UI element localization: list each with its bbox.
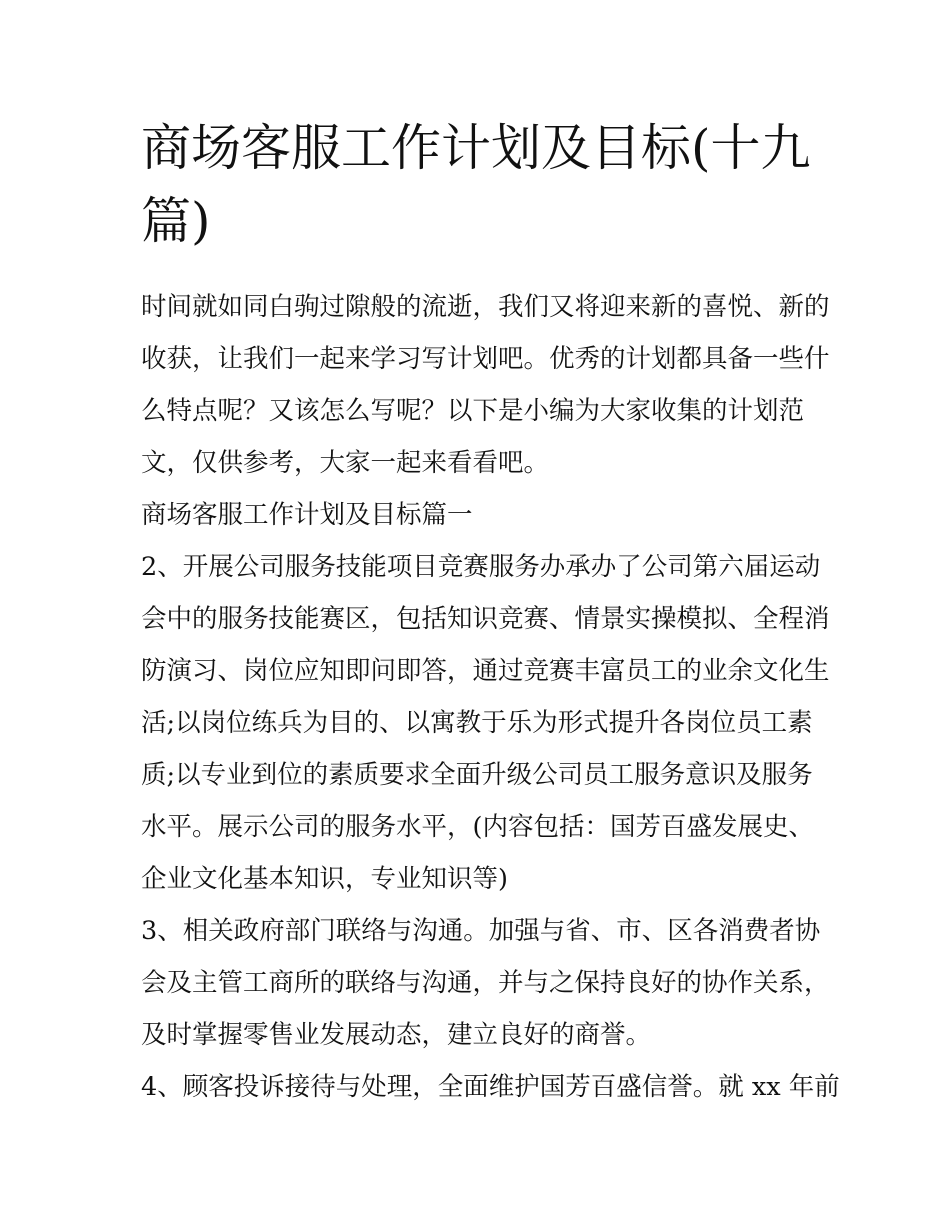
paragraph-2-line-2: 会中的服务技能赛区，包括知识竞赛、情景实操模拟、全程消 (141, 604, 830, 634)
intro-line-4: 文，仅供参考，大家一起来看看吧。 (141, 448, 550, 478)
title-line-2: 篇) (141, 192, 211, 250)
paragraph-3-line-3: 及时掌握零售业发展动态，建立良好的商誉。 (141, 1020, 652, 1050)
paragraph-2-line-5: 质;以专业到位的素质要求全面升级公司员工服务意识及服务 (141, 760, 813, 790)
intro-line-1: 时间就如同白驹过隙般的流逝，我们又将迎来新的喜悦、新的 (141, 292, 830, 322)
paragraph-2-line-7: 企业文化基本知识，专业知识等) (141, 864, 508, 894)
paragraph-2-line-6: 水平。展示公司的服务水平，(内容包括：国芳百盛发展史、 (141, 812, 814, 842)
paragraph-3-line-2: 会及主管工商所的联络与沟通，并与之保持良好的协作关系， (141, 968, 830, 998)
document-content (141, 112, 840, 1113)
paragraph-3-line-1: 3、相关政府部门联络与沟通。加强与省、市、区各消费者协 (141, 916, 821, 946)
paragraph-2-line-3: 防演习、岗位应知即问即答，通过竞赛丰富员工的业余文化生 (141, 656, 830, 686)
paragraph-2-line-4: 活;以岗位练兵为目的、以寓教于乐为形式提升各岗位员工素 (141, 708, 813, 738)
title-line-1: 商场客服工作计划及目标(十九 (141, 119, 811, 177)
section-heading: 商场客服工作计划及目标篇一 (141, 500, 473, 530)
paragraph-4-line-1: 4、顾客投诉接待与处理，全面维护国芳百盛信誉。就 xx 年前 (141, 1072, 840, 1102)
document-body (141, 281, 840, 1113)
paragraph-2-line-1: 2、开展公司服务技能项目竞赛服务办承办了公司第六届运动 (141, 552, 821, 582)
intro-line-2: 收获，让我们一起来学习写计划吧。优秀的计划都具备一些什 (141, 344, 830, 374)
intro-line-3: 么特点呢？又该怎么写呢？以下是小编为大家收集的计划范 (141, 396, 805, 426)
document-title (141, 112, 813, 258)
